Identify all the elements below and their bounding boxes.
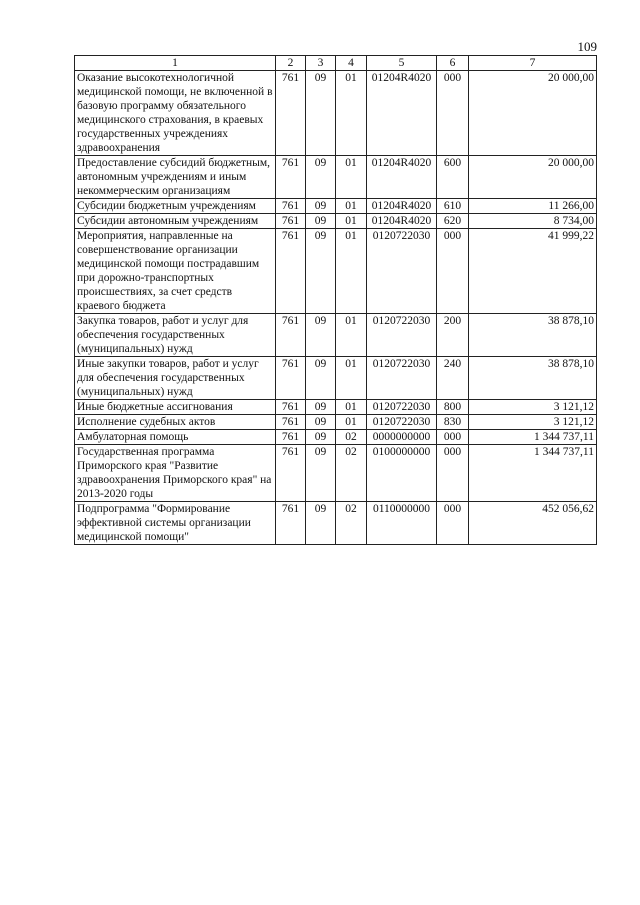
row-name: Подпрограмма "Формирование эффективной системы организации медицинской помощи" xyxy=(75,502,276,545)
row-target-code: 01204R4020 xyxy=(367,199,437,214)
table-row xyxy=(75,430,597,445)
row-target-code: 0120722030 xyxy=(367,314,437,357)
row-expense-type-code: 000 xyxy=(437,71,469,156)
table-row xyxy=(75,502,597,545)
row-ministry-code: 761 xyxy=(276,502,306,545)
table-row xyxy=(75,314,597,357)
row-name: Закупка товаров, работ и услуг для обеспечения государственных (муниципальных) нужд xyxy=(75,314,276,357)
row-expense-type-code: 000 xyxy=(437,430,469,445)
row-section-code: 09 xyxy=(306,430,336,445)
budget-table xyxy=(74,55,597,545)
row-subsection-code: 02 xyxy=(336,445,367,502)
row-section-code: 09 xyxy=(306,400,336,415)
header-cell: 4 xyxy=(336,56,367,71)
row-target-code: 0120722030 xyxy=(367,357,437,400)
row-amount: 20 000,00 xyxy=(469,156,597,199)
row-amount: 3 121,12 xyxy=(469,415,597,430)
row-expense-type-code: 200 xyxy=(437,314,469,357)
row-amount: 41 999,22 xyxy=(469,229,597,314)
table-row xyxy=(75,214,597,229)
table-row xyxy=(75,400,597,415)
row-ministry-code: 761 xyxy=(276,430,306,445)
row-target-code: 0120722030 xyxy=(367,415,437,430)
page-number: 109 xyxy=(577,39,597,54)
row-expense-type-code: 610 xyxy=(437,199,469,214)
row-amount: 452 056,62 xyxy=(469,502,597,545)
row-name: Мероприятия, направленные на совершенствование организации медицинской помощи пострадавшим при дорожно-транспортных происшествиях, за счет средств краевого бюджета xyxy=(75,229,276,314)
row-amount: 38 878,10 xyxy=(469,314,597,357)
header-cell: 6 xyxy=(437,56,469,71)
row-expense-type-code: 600 xyxy=(437,156,469,199)
row-ministry-code: 761 xyxy=(276,400,306,415)
row-target-code: 01204R4020 xyxy=(367,156,437,199)
row-ministry-code: 761 xyxy=(276,357,306,400)
row-amount: 11 266,00 xyxy=(469,199,597,214)
row-ministry-code: 761 xyxy=(276,156,306,199)
header-cell: 1 xyxy=(75,56,276,71)
row-name: Оказание высокотехнологичной медицинской помощи, не включенной в базовую программу обязательного медицинского страхования, в краевых государственных учреждениях здравоохранения xyxy=(75,71,276,156)
row-subsection-code: 01 xyxy=(336,229,367,314)
row-subsection-code: 01 xyxy=(336,415,367,430)
row-name: Предоставление субсидий бюджетным, автономным учреждениям и иным некоммерческим организациям xyxy=(75,156,276,199)
row-ministry-code: 761 xyxy=(276,445,306,502)
table-row xyxy=(75,71,597,156)
row-name: Иные бюджетные ассигнования xyxy=(75,400,276,415)
row-section-code: 09 xyxy=(306,71,336,156)
row-section-code: 09 xyxy=(306,156,336,199)
table-row xyxy=(75,415,597,430)
row-expense-type-code: 800 xyxy=(437,400,469,415)
row-subsection-code: 01 xyxy=(336,199,367,214)
row-subsection-code: 01 xyxy=(336,71,367,156)
row-subsection-code: 02 xyxy=(336,502,367,545)
row-name: Субсидии бюджетным учреждениям xyxy=(75,199,276,214)
row-name: Иные закупки товаров, работ и услуг для обеспечения государственных (муниципальных) нужд xyxy=(75,357,276,400)
row-amount: 1 344 737,11 xyxy=(469,430,597,445)
row-ministry-code: 761 xyxy=(276,214,306,229)
row-amount: 8 734,00 xyxy=(469,214,597,229)
table-row xyxy=(75,156,597,199)
row-section-code: 09 xyxy=(306,502,336,545)
table-row xyxy=(75,445,597,502)
row-expense-type-code: 830 xyxy=(437,415,469,430)
row-amount: 1 344 737,11 xyxy=(469,445,597,502)
table-row xyxy=(75,357,597,400)
row-target-code: 0000000000 xyxy=(367,430,437,445)
row-ministry-code: 761 xyxy=(276,229,306,314)
row-ministry-code: 761 xyxy=(276,199,306,214)
row-ministry-code: 761 xyxy=(276,415,306,430)
header-cell: 7 xyxy=(469,56,597,71)
table-row xyxy=(75,199,597,214)
row-section-code: 09 xyxy=(306,357,336,400)
row-subsection-code: 02 xyxy=(336,430,367,445)
header-cell: 2 xyxy=(276,56,306,71)
row-expense-type-code: 620 xyxy=(437,214,469,229)
row-target-code: 0100000000 xyxy=(367,445,437,502)
row-section-code: 09 xyxy=(306,199,336,214)
row-target-code: 0120722030 xyxy=(367,400,437,415)
row-amount: 38 878,10 xyxy=(469,357,597,400)
row-section-code: 09 xyxy=(306,314,336,357)
row-expense-type-code: 240 xyxy=(437,357,469,400)
row-section-code: 09 xyxy=(306,415,336,430)
row-expense-type-code: 000 xyxy=(437,229,469,314)
row-target-code: 0120722030 xyxy=(367,229,437,314)
row-section-code: 09 xyxy=(306,214,336,229)
row-amount: 3 121,12 xyxy=(469,400,597,415)
row-target-code: 01204R4020 xyxy=(367,71,437,156)
table-row xyxy=(75,229,597,314)
row-subsection-code: 01 xyxy=(336,156,367,199)
row-section-code: 09 xyxy=(306,445,336,502)
row-name: Субсидии автономным учреждениям xyxy=(75,214,276,229)
row-amount: 20 000,00 xyxy=(469,71,597,156)
row-subsection-code: 01 xyxy=(336,400,367,415)
row-subsection-code: 01 xyxy=(336,314,367,357)
header-cell: 5 xyxy=(367,56,437,71)
row-name: Исполнение судебных актов xyxy=(75,415,276,430)
row-target-code: 0110000000 xyxy=(367,502,437,545)
header-cell: 3 xyxy=(306,56,336,71)
row-subsection-code: 01 xyxy=(336,214,367,229)
row-target-code: 01204R4020 xyxy=(367,214,437,229)
row-expense-type-code: 000 xyxy=(437,502,469,545)
row-ministry-code: 761 xyxy=(276,71,306,156)
table-header-row xyxy=(75,56,597,71)
row-ministry-code: 761 xyxy=(276,314,306,357)
row-subsection-code: 01 xyxy=(336,357,367,400)
row-section-code: 09 xyxy=(306,229,336,314)
row-expense-type-code: 000 xyxy=(437,445,469,502)
row-name: Государственная программа Приморского края "Развитие здравоохранения Приморского края" на 2013-2020 годы xyxy=(75,445,276,502)
row-name: Амбулаторная помощь xyxy=(75,430,276,445)
